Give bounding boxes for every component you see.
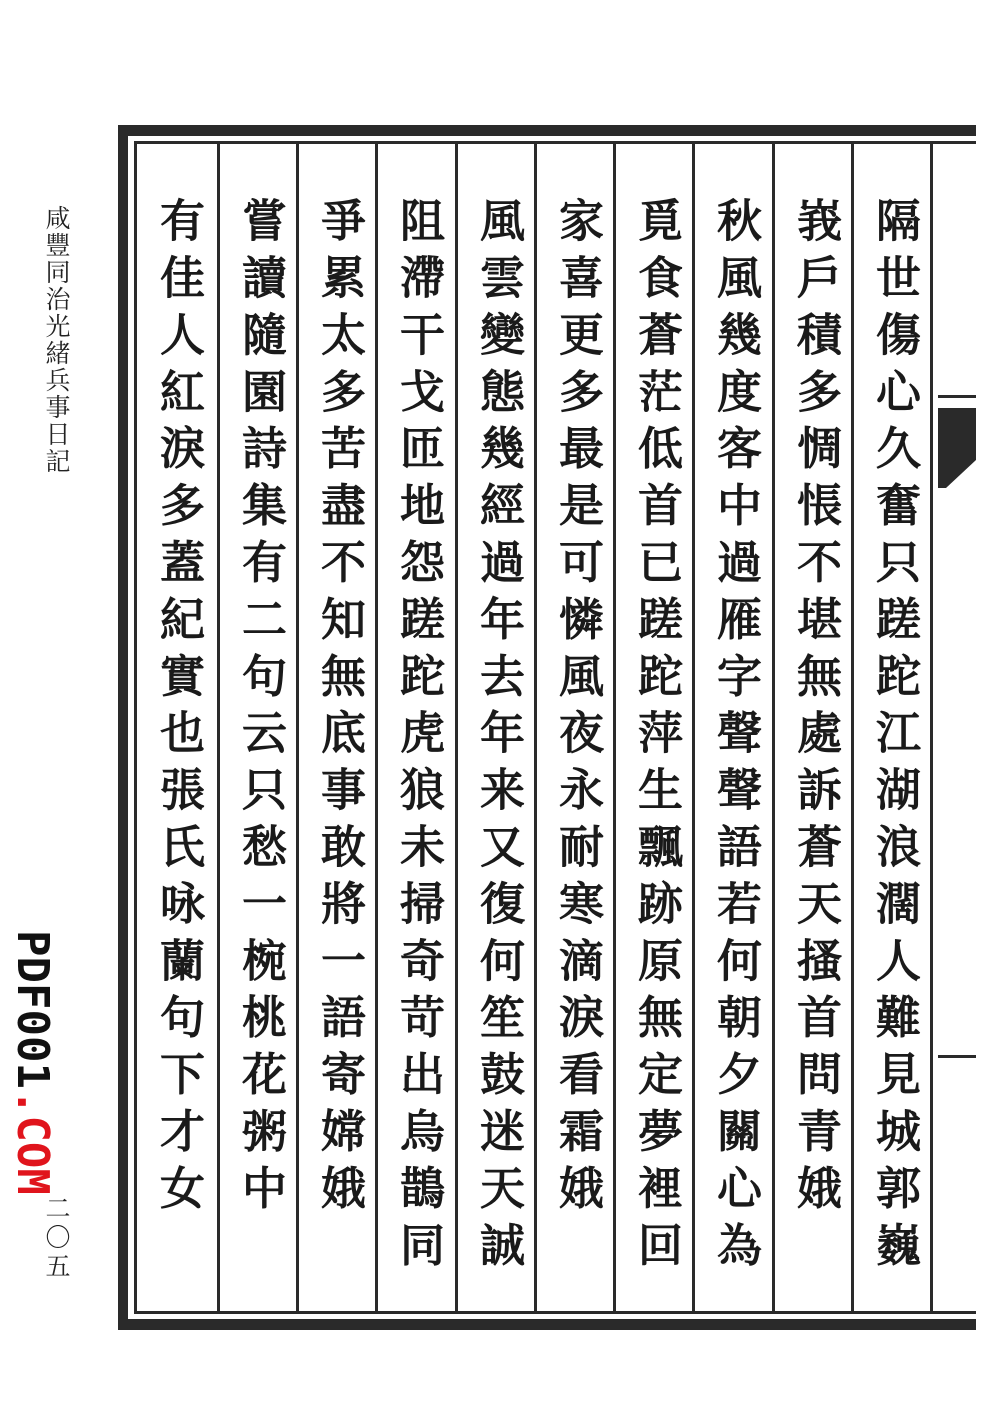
text-column: 有佳人紅淚多蓋紀實也張氏咏蘭句下才女 xyxy=(152,197,205,1222)
text-column: 覓食蒼茫低首已蹉跎萍生飄跡原無定夢裡回 xyxy=(630,197,683,1279)
frame-left-inner-rule xyxy=(134,141,137,1314)
frame-bottom-inner-rule xyxy=(134,1311,976,1314)
text-frame xyxy=(118,125,976,1330)
fishtail-upper-rule xyxy=(938,395,976,398)
frame-bottom-rule xyxy=(118,1319,976,1330)
column-divider xyxy=(217,144,220,1311)
text-column: 阻滯干戈匝地怨蹉跎虎狼未掃奇苛出烏鵲同 xyxy=(392,197,445,1279)
text-column: 風雲變態幾經過年去年来又復何笙鼓迷天誠 xyxy=(472,197,525,1279)
frame-top-rule xyxy=(118,125,976,136)
watermark-part-b: .COM xyxy=(7,1088,58,1195)
text-column: 爭累太多苦盡不知無底事敢將一語寄嫦娥 xyxy=(313,197,366,1222)
page-number: 二〇五 xyxy=(42,1195,71,1282)
frame-left-rule xyxy=(118,125,128,1330)
watermark-part-a: PDF001 xyxy=(7,930,58,1089)
fishtail-mark xyxy=(938,400,976,490)
text-column: 秋風幾度客中過雁字聲聲語若何朝夕關心為 xyxy=(709,197,762,1279)
watermark xyxy=(8,930,56,1195)
text-column: 隔世傷心久奮只蹉跎江湖浪濶人難見城郭巍 xyxy=(868,197,921,1279)
frame-top-inner-rule xyxy=(134,141,976,144)
text-column: 嘗讀隨園詩集有二句云只愁一椀桃花粥中 xyxy=(234,197,287,1222)
book-title: 咸豐同治光緒兵事日記 xyxy=(42,205,71,475)
fishtail-lower-rule xyxy=(938,1055,976,1058)
text-column: 家喜更多最是可憐風夜永耐寒滴淚看霜娥 xyxy=(551,197,604,1222)
text-column: 峩戶積多惆悵不堪無處訴蒼天搔首問青娥 xyxy=(789,197,842,1222)
